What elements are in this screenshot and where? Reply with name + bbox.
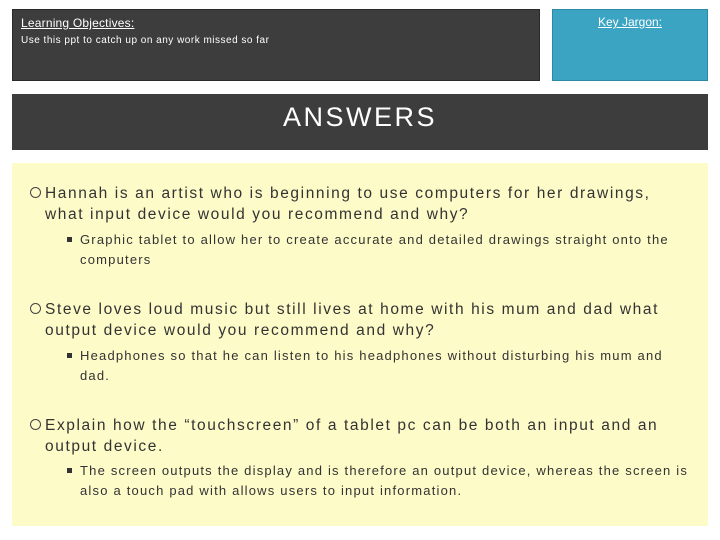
- question-2: [45, 299, 685, 341]
- learning-objectives-panel: [12, 9, 540, 81]
- hollow-bullet-icon: [30, 187, 41, 198]
- answers-banner: [12, 94, 708, 150]
- hollow-bullet-icon: [30, 419, 41, 430]
- square-bullet-icon: [67, 237, 72, 242]
- learning-objectives-title: Learning Objectives:: [21, 16, 135, 30]
- question-2-text: Steve loves loud music but still lives at home with his mum and dad what output device would you recommend and why?: [45, 301, 660, 339]
- learning-objectives-subtitle: Use this ppt to catch up on any work missed so far: [21, 35, 270, 46]
- question-1-text: Hannah is an artist who is beginning to use computers for her drawings, what input device would you recommend and why?: [45, 185, 651, 223]
- answer-3: [80, 461, 690, 501]
- square-bullet-icon: [67, 468, 72, 473]
- key-jargon-title: Key Jargon:: [597, 15, 663, 29]
- answer-1: [80, 230, 690, 270]
- question-3: [45, 415, 685, 457]
- answers-content: [12, 163, 708, 526]
- answers-title: ANSWERS: [282, 102, 438, 132]
- answer-2-text: Headphones so that he can listen to his headphones without disturbing his mum and dad.: [80, 348, 663, 383]
- question-1: [45, 183, 685, 225]
- hollow-bullet-icon: [30, 303, 41, 314]
- answer-2: [80, 346, 690, 386]
- answer-1-text: Graphic tablet to allow her to create accurate and detailed drawings straight onto the computers: [80, 232, 669, 267]
- question-3-text: Explain how the “touchscreen” of a tablet pc can be both an input and an output device.: [45, 417, 659, 455]
- answer-3-text: The screen outputs the display and is therefore an output device, whereas the screen is also a touch pad with allows users to input information.: [80, 463, 689, 498]
- square-bullet-icon: [67, 353, 72, 358]
- key-jargon-panel: [552, 9, 708, 81]
